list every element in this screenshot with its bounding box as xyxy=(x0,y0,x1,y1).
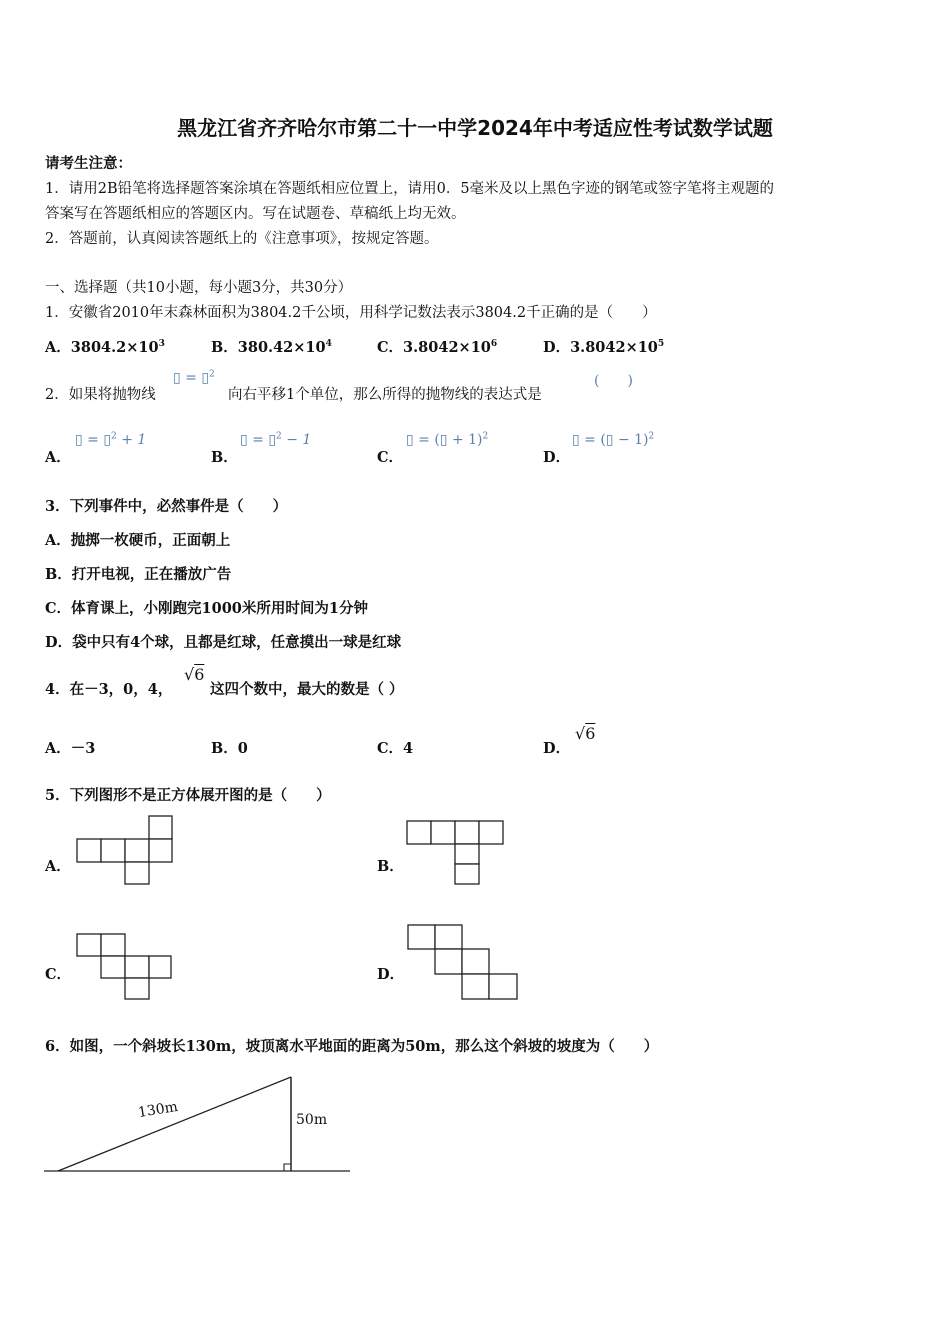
slope-length-label: 130m xyxy=(136,1098,180,1122)
q1-option-d: D．$3.8042\times 10^5$ xyxy=(543,339,665,356)
q5-option-d-letter: D． xyxy=(377,966,405,983)
notice-item-1-line-1: 1．请用2B铅笔将选择题答案涂填在答题纸相应位置上，请用0．5毫米及以上黑色字迹的钢笔或签字笔将主观题的 xyxy=(45,181,775,197)
q2-parabola-expression: ▯ = ▯$^2$ xyxy=(173,369,215,386)
question-4-stem-b: 这四个数中，最大的数是（ ） xyxy=(210,681,404,698)
q4-sqrt-six: √6 xyxy=(184,665,205,684)
question-2-stem-a: 2．如果将抛物线 xyxy=(45,387,156,403)
q2-option-c-expression: ▯ = (▯ + 1)$^2$ xyxy=(406,431,489,448)
q4-option-d: D． xyxy=(543,740,571,757)
page-title: 黑龙江省齐齐哈尔市第二十一中学2024年中考适应性考试数学试题 xyxy=(177,116,773,140)
q2-option-d-letter: D． xyxy=(543,449,571,466)
q5-option-a-letter: A． xyxy=(45,858,71,875)
question-4-stem-a: 4．在－3，0，4， xyxy=(45,681,173,698)
notice-heading: 请考生注意： xyxy=(45,155,132,172)
q2-option-d-expression: ▯ = (▯ − 1)$^2$ xyxy=(572,431,655,448)
section-heading: 一、选择题（共10小题，每小题3分，共30分） xyxy=(45,280,353,296)
q2-option-b-letter: B． xyxy=(211,449,238,466)
q3-option-d: D．袋中只有4个球，且都是红球，任意摸出一球是红球 xyxy=(45,634,402,651)
question-5-stem: 5．下列图形不是正方体展开图的是（ ） xyxy=(45,787,331,804)
q5-net-a xyxy=(76,815,176,887)
height-label: 50m xyxy=(296,1112,328,1128)
q2-answer-paren: ( ) xyxy=(594,373,633,389)
q5-option-c-letter: C． xyxy=(45,966,72,983)
q2-option-c-letter: C． xyxy=(377,449,404,466)
q5-net-c xyxy=(76,933,176,1001)
notice-item-1-line-2: 答案写在答题纸相应的答题区内。写在试题卷、草稿纸上均无效。 xyxy=(45,206,466,222)
q3-option-b: B．打开电视，正在播放广告 xyxy=(45,566,232,583)
q5-option-b-letter: B． xyxy=(377,858,404,875)
question-1-stem: 1．安徽省2010年末森林面积为3804.2千公顷，用科学记数法表示3804.2千正确的是（ ） xyxy=(45,305,657,321)
q1-option-a: A．$3804.2\times 10^3$ xyxy=(45,339,165,356)
question-3-stem: 3．下列事件中，必然事件是（ ） xyxy=(45,498,288,515)
right-angle-mark xyxy=(284,1164,291,1171)
q4-option-a: A．－3 xyxy=(45,740,96,757)
q2-option-a-letter: A． xyxy=(45,449,71,466)
q4-option-d-sqrt-six: √6 xyxy=(575,724,596,743)
q1-option-b: B．$380.42\times 10^4$ xyxy=(211,339,332,356)
q5-net-b xyxy=(406,820,506,886)
q4-option-c: C．4 xyxy=(377,740,414,757)
q2-option-a-expression: ▯ = ▯$^2$ + 1 xyxy=(75,431,147,448)
q2-option-b-expression: ▯ = ▯$^2$ − 1 xyxy=(240,431,312,448)
q4-option-b: B．0 xyxy=(211,740,248,757)
q3-option-a: A．抛掷一枚硬币，正面朝上 xyxy=(45,532,231,549)
q1-option-c: C．$3.8042\times 10^6$ xyxy=(377,339,498,356)
q5-net-d xyxy=(407,924,521,1002)
question-6-stem: 6．如图，一个斜坡长130m，坡顶离水平地面的距离为50m，那么这个斜坡的坡度为（ ） xyxy=(45,1038,659,1055)
q3-option-c: C．体育课上，小刚跑完1000米所用时间为1分钟 xyxy=(45,600,368,617)
slope-line xyxy=(58,1077,291,1171)
question-2-stem-b: 向右平移1个单位，那么所得的抛物线的表达式是 xyxy=(228,387,542,403)
notice-item-2: 2．答题前，认真阅读答题纸上的《注意事项》，按规定答题。 xyxy=(45,231,439,247)
